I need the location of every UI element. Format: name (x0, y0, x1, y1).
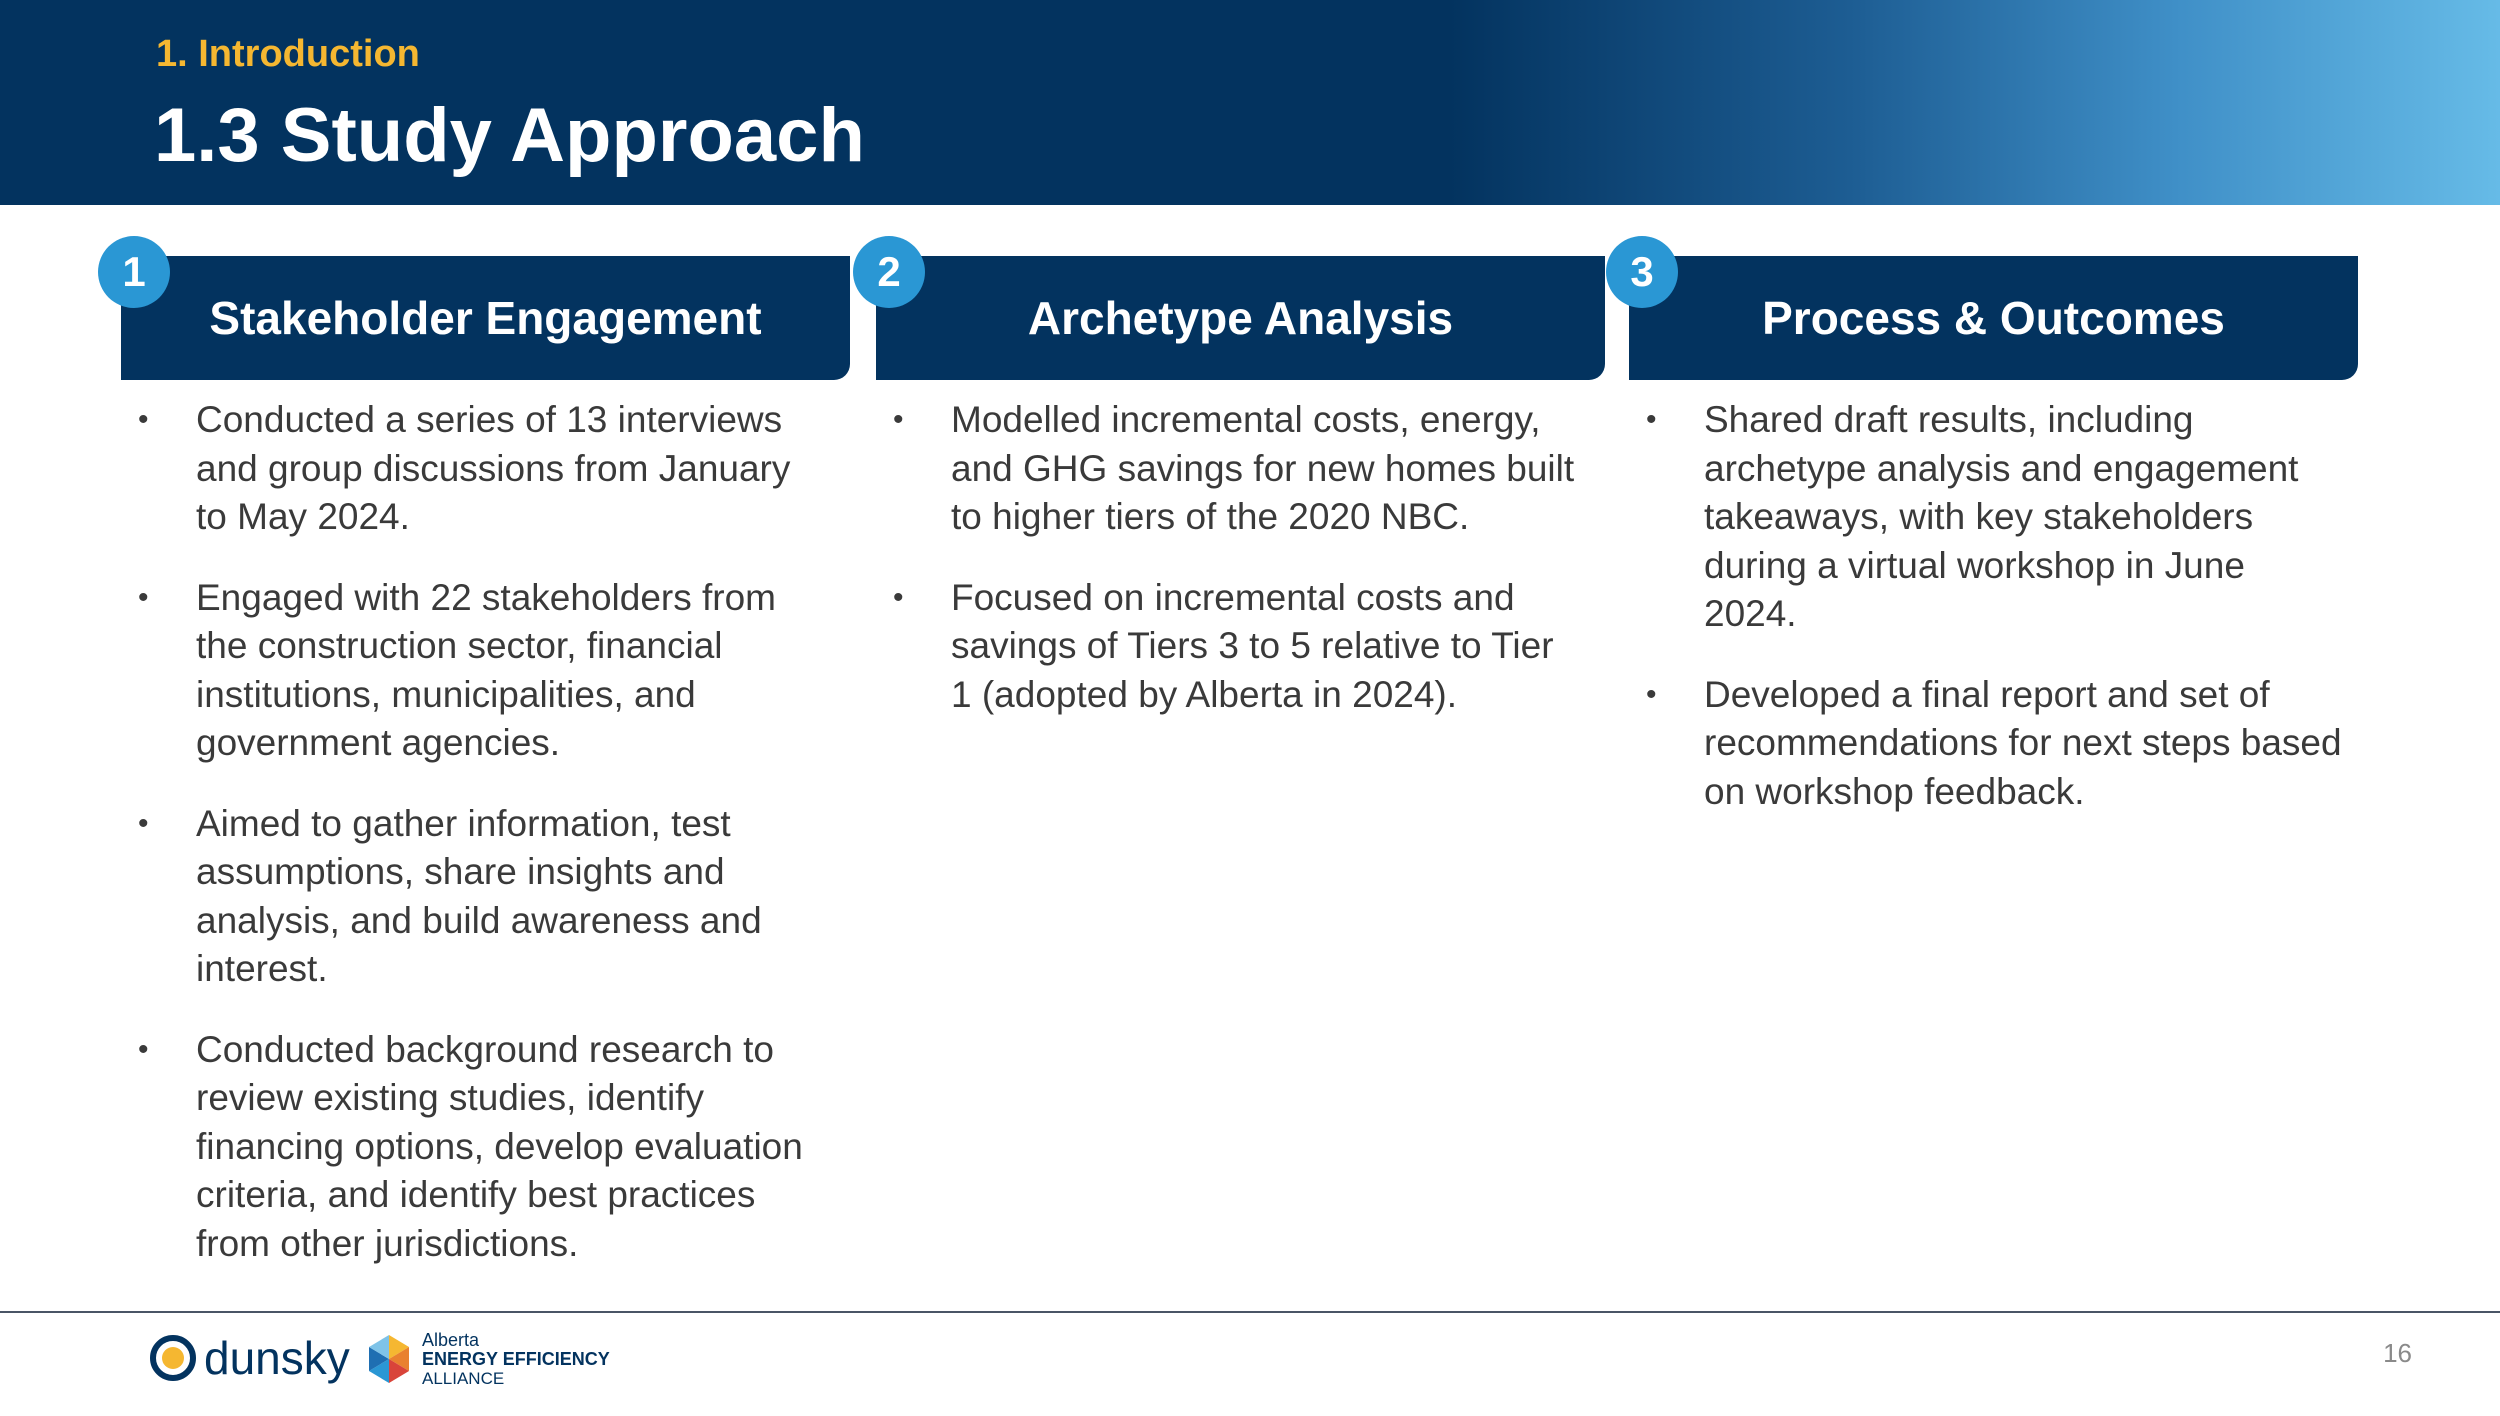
bullet-icon: • (138, 403, 149, 436)
page-number: 16 (2383, 1338, 2412, 1368)
section-label: 1. Introduction (156, 33, 420, 75)
bullet-icon: • (893, 403, 904, 436)
list-item (1646, 671, 2346, 817)
list-item-text: Modelled incremental costs, energy, and GHG savings for new homes built to higher tiers of the 2020 NBC. (951, 399, 1575, 537)
bullet-list (138, 396, 828, 1300)
page-title: 1.3 Study Approach (154, 93, 865, 178)
list-item (1646, 396, 2346, 639)
bullet-icon: • (893, 580, 904, 614)
list-item-text: Engaged with 22 stakeholders from the construction sector, financial institutions, municipalities, and government agencies. (196, 576, 777, 763)
step-number-badge: 2 (853, 236, 925, 308)
aeea-logo (364, 1326, 610, 1392)
list-item-text: Conducted a series of 13 interviews and group discussions from January to May 2024. (196, 399, 791, 537)
dunsky-logo-icon (150, 1335, 196, 1381)
aeea-logo-icon (364, 1333, 414, 1385)
bullet-list (893, 396, 1583, 751)
list-item-text: Focused on incremental costs and savings of Tiers 3 to 5 relative to Tier 1 (adopted by Alberta in 2024). (951, 576, 1554, 715)
header-banner (0, 0, 2500, 205)
step-number-badge: 1 (98, 236, 170, 308)
column-header: Process & Outcomes (1629, 256, 2358, 380)
list-item (138, 396, 828, 542)
column-header: Stakeholder Engagement (121, 256, 850, 380)
column-header: Archetype Analysis (876, 256, 1605, 380)
list-item (138, 800, 828, 994)
aeea-logo-line2: ENERGY EFFICIENCY (422, 1348, 610, 1369)
list-item (138, 1026, 828, 1269)
bullet-list (1646, 396, 2346, 848)
list-item (893, 396, 1583, 542)
bullet-icon: • (1646, 677, 1657, 711)
footer-divider (0, 1311, 2500, 1313)
list-item (893, 574, 1583, 720)
bullet-icon: • (138, 1032, 149, 1066)
bullet-icon: • (1646, 403, 1657, 436)
bullet-icon: • (138, 580, 149, 614)
aeea-logo-line1: Alberta (422, 1329, 480, 1350)
aeea-logo-line3: ALLIANCE (422, 1368, 505, 1388)
step-number-badge: 3 (1606, 236, 1678, 308)
bullet-icon: • (138, 806, 149, 840)
list-item-text: Conducted background research to review existing studies, identify financing options, develop evaluation criteria, and identify best practices from other jurisdictions. (196, 1028, 803, 1264)
dunsky-logo (150, 1330, 350, 1386)
list-item-text: Shared draft results, including archetype analysis and engagement takeaways, with key stakeholders during a virtual workshop in June 2024. (1704, 399, 2299, 634)
list-item (138, 574, 828, 768)
list-item-text: Aimed to gather information, test assumptions, share insights and analysis, and build awareness and interest. (196, 802, 762, 989)
dunsky-logo-text: dunsky (204, 1332, 350, 1384)
list-item-text: Developed a final report and set of recommendations for next steps based on workshop feedback. (1704, 673, 2342, 812)
